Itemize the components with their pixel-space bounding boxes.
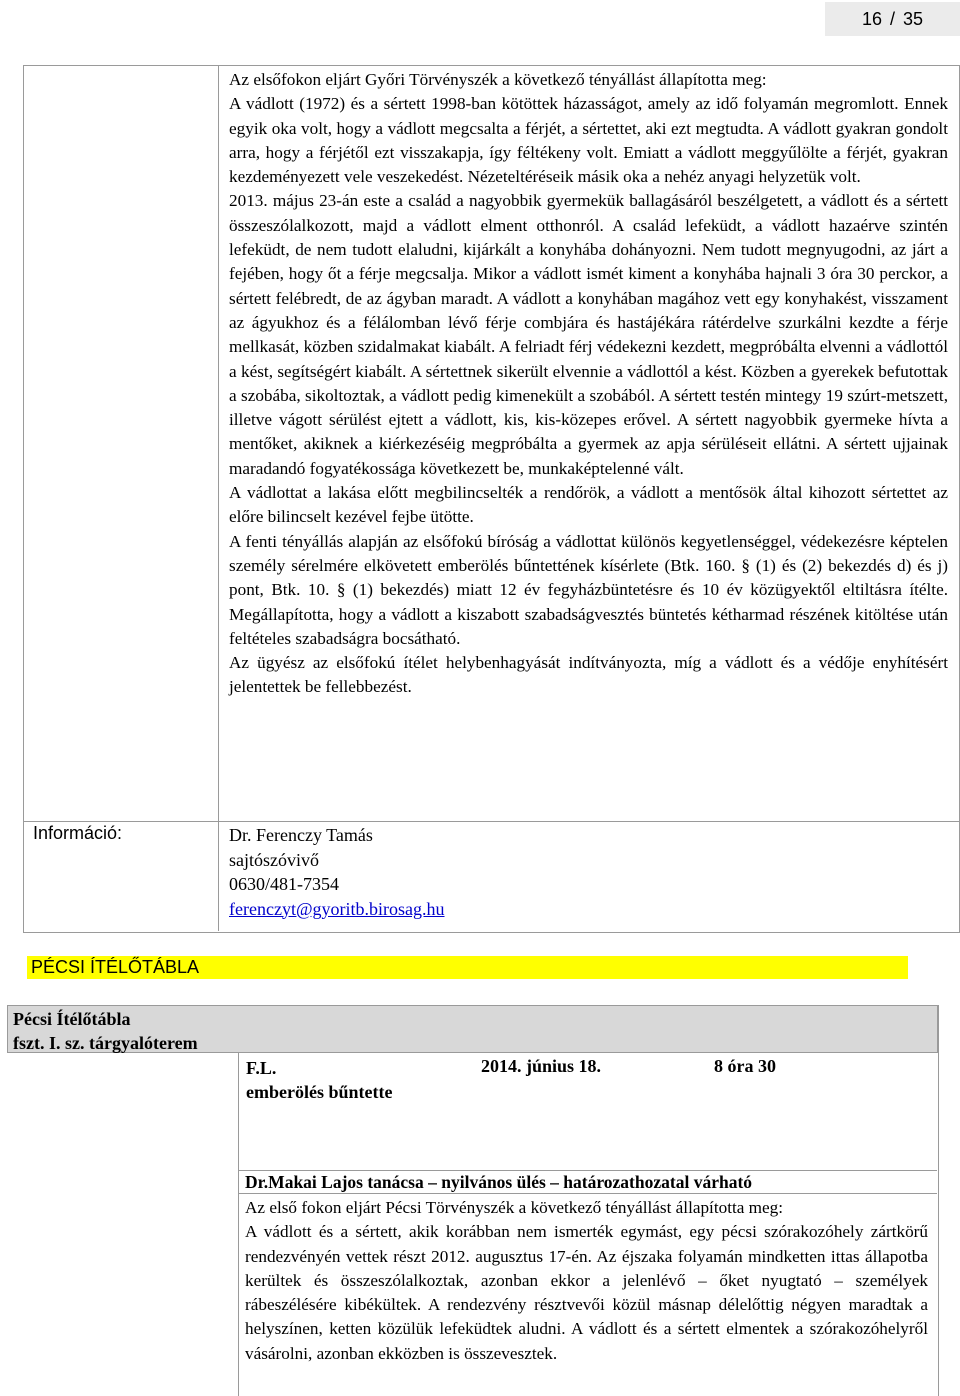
hearing-date: 2014. június 18. bbox=[481, 1056, 602, 1076]
page-current: 16 bbox=[861, 8, 882, 29]
table-row-divider bbox=[23, 821, 960, 822]
paragraph: 2013. május 23-án este a család a nagyobbik gyermekük ballagásáról beszélgetett, a vádlott és a sértett összeszólalkozott, majd a vádlott elment otthonról. A család lefeküdt, a vádlott hazaérve szintén lefeküdt, de nem tudott elaludni, kijárkált a konyhába dohányozni. Nem tudott megnyugodni, az járt a fejében, hogy őt a férje megcsalja. Mikor a vádlott ismét kiment a konyhába hajnali 3 óra 30 perckor, a sértett felébredt, de az ágyban maradt. A vádlott a konyhában magához vett egy konyhakést, visszament az ágyukhoz és a félálomban lévő férje combjára és hastájékára rátérdelve szurkálni kezdte a férje mellkasát, közben szidalmakat kiabált. A felriadt férj védekezni kezdett, megpróbálta elvenni a vádlottól a kést, segítségért kiabált. A sértettnek sikerült elvennie a vádlottól a kést. Közben a gyerekek befutottak a szobába, sikoltoztak, a vádlott pedig kimenekült a szobából. A sértett testén mintegy 19 szúrt-metszett, illetve vágott sérülést ejtett a vádlott, kis, kis-közepes erővel. A sértett nagyobbik gyermeke hívta a mentőket, akiknek a kiérkezéséig megpróbálta a gyermek az apja sérüléseit ellátni. A sértett ujjainak maradandó fogyatékossága következett be, munkaképtelenné vált. bbox=[229, 191, 948, 478]
paragraph: Az ügyész az elsőfokú ítélet helybenhagyását indítványozta, míg a vádlott és a védője enyhítésért jelentettek be fellebbezést. bbox=[229, 653, 948, 697]
paragraph: A vádlott és a sértett, akik korábban nem ismerték egymást, egy pécsi szórakozóhely zártkörű rendezvényén vettek részt 2012. augusztus 17-én. Az éjszaka folyamán mindketten ittas állapotba kerültek és összeszólalkoztak, azonban ekkor a jelenlévő – őket nyugtató – személyek rábeszélésére kibékültek. A rendezvény résztvevői közül másnap délelőttig négyen maradtak a helyszínen, ketten közülük lefeküdtek aludni. A vádlott és a sértett elmentek a szórakozóhelyről vásárolni, azonban ekközben is összevesztek. bbox=[245, 1222, 928, 1363]
court-name: Pécsi Ítélőtábla bbox=[13, 1009, 131, 1029]
court-room: fszt. I. sz. tárgyalóterem bbox=[13, 1033, 198, 1053]
table-border bbox=[938, 1005, 939, 1396]
case-charge: emberölés bűntette bbox=[246, 1082, 393, 1102]
section-title: PÉCSI ÍTÉLŐTÁBLA bbox=[27, 956, 908, 979]
case-description bbox=[229, 68, 948, 700]
info-label: Információ: bbox=[33, 823, 123, 843]
case-description-lower bbox=[245, 1196, 928, 1366]
paragraph: A vádlottat a lakása előtt megbilincselték a rendőrök, a vádlott a mentősök által kihozott sértettet az előre bilincselt kezével fejbe ütötte. bbox=[229, 483, 948, 527]
page-separator: / bbox=[889, 8, 895, 29]
page-total: 35 bbox=[903, 8, 924, 29]
paragraph: A fenti tényállás alapján az elsőfokú bíróság a vádlottat különös kegyetlenséggel, védekezésre képtelen személy sérelmére elkövetett emberölés bűntettének kísérlete (Btk. 160. § (1) és (2) bekezdés d) és j) pont, Btk. 10. § (1) bekezdés) miatt 12 év fegyházbüntetésre és 10 év közügyektől eltiltásra ítélte. Megállapította, hogy a vádlott a kiszabott szabadságvesztés büntetés kétharmad részének kitöltése után feltételes szabadságra bocsátható. bbox=[229, 531, 948, 648]
paragraph: Az elsőfokon eljárt Győri Törvényszék a következő tényállást állapította meg: bbox=[229, 70, 767, 89]
hearing-time: 8 óra 30 bbox=[714, 1056, 776, 1076]
contact-email-link[interactable]: ferenczyt@gyoritb.birosag.hu bbox=[229, 898, 445, 919]
contact-block bbox=[229, 823, 929, 921]
paragraph: A vádlott (1972) és a sértett 1998-ban kötöttek házasságot, amely az idő folyamán megromlott. Ennek egyik oka volt, hogy a vádlott megcsalta a férjét, a sértettet, aki ezt megtudta. A vádlott gyakran gondolt arra, hogy a férjétől ezt visszakapja, így féltékeny volt. Emiatt a vádlott meggyűlölte a férjét, gyakran kezdeményezett vele veszekedést. Nézeteltéréseik másik oka a nehéz anyagi helyzetük volt. bbox=[229, 94, 948, 187]
council-info: Dr.Makai Lajos tanácsa – nyilvános ülés – határozathozatal várható bbox=[239, 1170, 937, 1194]
contact-name: Dr. Ferenczy Tamás bbox=[229, 825, 373, 845]
court-location bbox=[13, 1007, 198, 1055]
case-initials: F.L. bbox=[246, 1058, 277, 1078]
contact-phone: 0630/481-7354 bbox=[229, 874, 339, 894]
table-label-column bbox=[23, 65, 219, 931]
page-number bbox=[825, 2, 960, 36]
table-border bbox=[238, 1053, 239, 1396]
contact-role: sajtószóvivő bbox=[229, 849, 319, 870]
paragraph: Az első fokon eljárt Pécsi Törvényszék a következő tényállást állapította meg: bbox=[245, 1198, 784, 1217]
case-identifier bbox=[246, 1056, 392, 1104]
